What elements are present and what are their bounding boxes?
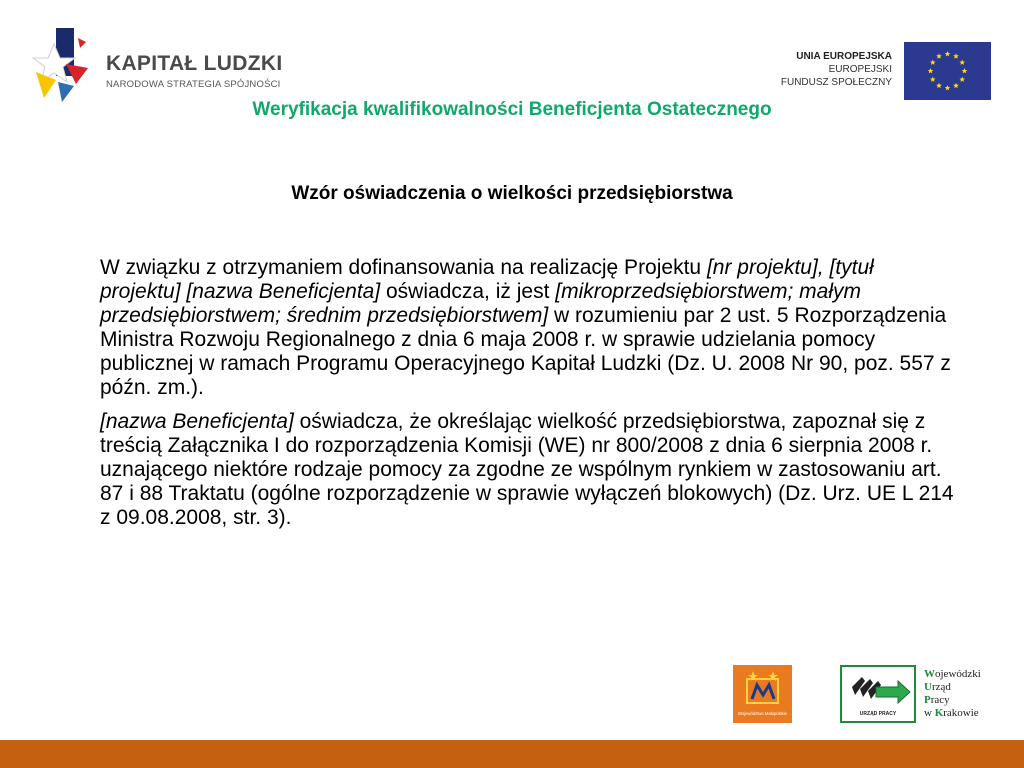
- eu-flag-icon: [904, 42, 991, 100]
- page-title: Weryfikacja kwalifikowalności Beneficjenta Ostatecznego: [252, 99, 772, 120]
- body-text: [100, 256, 960, 540]
- p2-text-1: oświadcza, że określając wielkość przedsiębiorstwa, zapoznał się z treścią Załącznika I do rozporządzenia Komisji (WE) nr 800/2008 z dnia 6 sierpnia 2008 r. uznającego niektóre rodzaje pomocy za zgodne ze wspólnym rynkiem w zastosowaniu art. 87 i 88 Traktatu (ogólne rozporządzenie w sprawie wyłączeń blokowych) (Dz. Urz. UE L 214 z 09.08.2008, str. 3).: [100, 410, 954, 529]
- eu-logo-text: [781, 50, 892, 89]
- kapital-ludzki-star-icon: [30, 24, 102, 104]
- kapital-ludzki-subtitle: NARODOWA STRATEGIA SPÓJNOŚCI: [106, 79, 281, 90]
- p1-placeholder-1: [nr projektu], [tytuł projektu] [nazwa Beneficjenta]: [100, 256, 874, 303]
- wup-caption: URZĄD PRACY: [859, 711, 897, 717]
- wup-name: [924, 668, 981, 720]
- malopolska-caption: Województwo Małopolskie: [737, 711, 788, 716]
- eu-line-2: EUROPEJSKI: [828, 64, 892, 75]
- wup-line-3-initial: P: [924, 694, 931, 706]
- wup-line-4-prefix: w: [924, 707, 935, 719]
- p1-text-3: w rozumieniu par 2 ust. 5 Rozporządzenia Ministra Rozwoju Regionalnego z dnia 6 maja 2008 r. w sprawie udzielania pomocy publicznej w ramach Programu Operacyjnego Kapitał Ludzki (Dz. U. 2008 Nr 90, poz. 557 z późn. zm.).: [100, 304, 951, 399]
- bottom-bar: [0, 740, 1024, 768]
- kapital-ludzki-title: KAPITAŁ LUDZKI: [106, 52, 283, 75]
- kapital-ludzki-logo: [30, 24, 310, 104]
- wup-line-4-initial: K: [934, 707, 944, 719]
- wup-line-4-rest: rakowie: [943, 707, 979, 719]
- eu-line-3: FUNDUSZ SPOŁECZNY: [780, 77, 892, 88]
- wup-logo: [840, 665, 916, 723]
- page-subtitle: Wzór oświadczenia o wielkości przedsiębiorstwa: [291, 183, 733, 204]
- eu-line-1: UNIA EUROPEJSKA: [796, 51, 892, 62]
- wup-line-3-rest: racy: [930, 694, 950, 706]
- wup-line-2: [924, 681, 981, 694]
- wup-line-1-initial: W: [924, 668, 935, 680]
- malopolska-logo: [733, 665, 792, 723]
- wup-line-2-rest: rząd: [931, 681, 951, 693]
- wup-line-3: [924, 694, 981, 707]
- p2-placeholder-1: [nazwa Beneficjenta]: [100, 410, 294, 433]
- wup-line-2-initial: U: [924, 681, 932, 693]
- paragraph-1: [100, 256, 960, 400]
- wup-line-1: [924, 668, 981, 681]
- p1-text-1: W związku z otrzymaniem dofinansowania na realizację Projektu: [100, 256, 707, 279]
- wup-line-1-rest: ojewódzki: [935, 668, 981, 680]
- p1-text-2: oświadcza, iż jest: [380, 280, 556, 303]
- paragraph-2: [100, 410, 960, 530]
- wup-line-4: [924, 707, 981, 720]
- p1-placeholder-2: [mikroprzedsiębiorstwem; małym przedsiębiorstwem; średnim przedsiębiorstwem]: [100, 280, 861, 327]
